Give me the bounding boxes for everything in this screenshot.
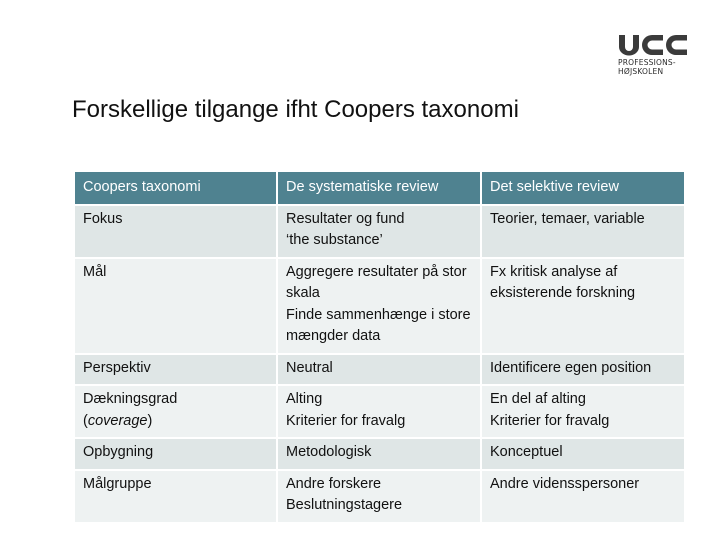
selective-cell: [481, 470, 685, 523]
table-header-row: [74, 171, 685, 205]
systematic-cell: [277, 438, 481, 470]
table-row: [74, 438, 685, 470]
selective-cell: [481, 258, 685, 354]
ucc-logo: [618, 34, 690, 76]
cell-line: Resultater og fund: [286, 210, 405, 227]
cell-line: Aggregere resultater på stor skala: [286, 263, 467, 301]
row-label: Mål: [83, 263, 107, 280]
header-cell: Coopers taxonomi: [74, 171, 277, 205]
comparison-table: [73, 170, 686, 524]
table-row: [74, 205, 685, 258]
coverage-note: coverage: [87, 412, 148, 429]
row-label: Målgruppe: [83, 475, 152, 492]
cell-line: ‘the substance’: [286, 232, 383, 248]
cell-line: Alting: [286, 391, 323, 407]
cell-line: Kriterier for fravalg: [286, 412, 406, 429]
cell-line: Finde sammenhænge i store mængder data: [286, 306, 471, 344]
systematic-cell: [277, 354, 481, 386]
row-label-cell: [74, 354, 277, 386]
cell-line: Teorier, temaer, variable: [490, 210, 645, 227]
row-label: Perspektiv: [83, 359, 151, 376]
cell-line: Andre vidensspersoner: [490, 475, 640, 492]
cell-line: Neutral: [286, 359, 333, 376]
row-label-note: (coverage): [83, 412, 153, 429]
systematic-cell: [277, 470, 481, 523]
row-label-cell: [74, 258, 277, 354]
table-row: [74, 258, 685, 354]
cell-line: Andre forskere: [286, 475, 382, 492]
cell-line: Metodologisk: [286, 444, 372, 460]
row-label-cell: [74, 438, 277, 470]
header-cell: Det selektive review: [481, 171, 685, 205]
table-row: [74, 354, 685, 386]
row-label-cell: [74, 385, 277, 438]
selective-cell: [481, 205, 685, 258]
row-label-cell: [74, 470, 277, 523]
cell-line: En del af alting: [490, 391, 586, 407]
systematic-cell: [277, 205, 481, 258]
row-label: Fokus: [83, 210, 123, 227]
logo-line-1: PROFESSIONS-: [618, 58, 676, 67]
cell-line: Fx kritisk analyse af eksisterende forskning: [490, 263, 636, 301]
systematic-cell: [277, 385, 481, 438]
cell-line: Konceptuel: [490, 444, 563, 460]
row-label: Opbygning: [83, 444, 154, 460]
table-row: [74, 470, 685, 523]
selective-cell: [481, 438, 685, 470]
cell-line: Kriterier for fravalg: [490, 412, 610, 429]
row-label-cell: [74, 205, 277, 258]
page-title: Forskellige tilgange ifht Coopers taxonomi: [72, 96, 519, 123]
row-label: Dækningsgrad: [83, 391, 178, 407]
ucc-logo-mark: [618, 34, 688, 56]
selective-cell: [481, 385, 685, 438]
cell-line: Identificere egen position: [490, 359, 652, 376]
systematic-cell: [277, 258, 481, 354]
table-row: [74, 385, 685, 438]
cell-line: Beslutningstagere: [286, 497, 403, 513]
selective-cell: [481, 354, 685, 386]
header-cell: De systematiske review: [277, 171, 481, 205]
logo-subtitle: [618, 58, 690, 76]
logo-line-2: HØJSKOLEN: [618, 67, 664, 76]
